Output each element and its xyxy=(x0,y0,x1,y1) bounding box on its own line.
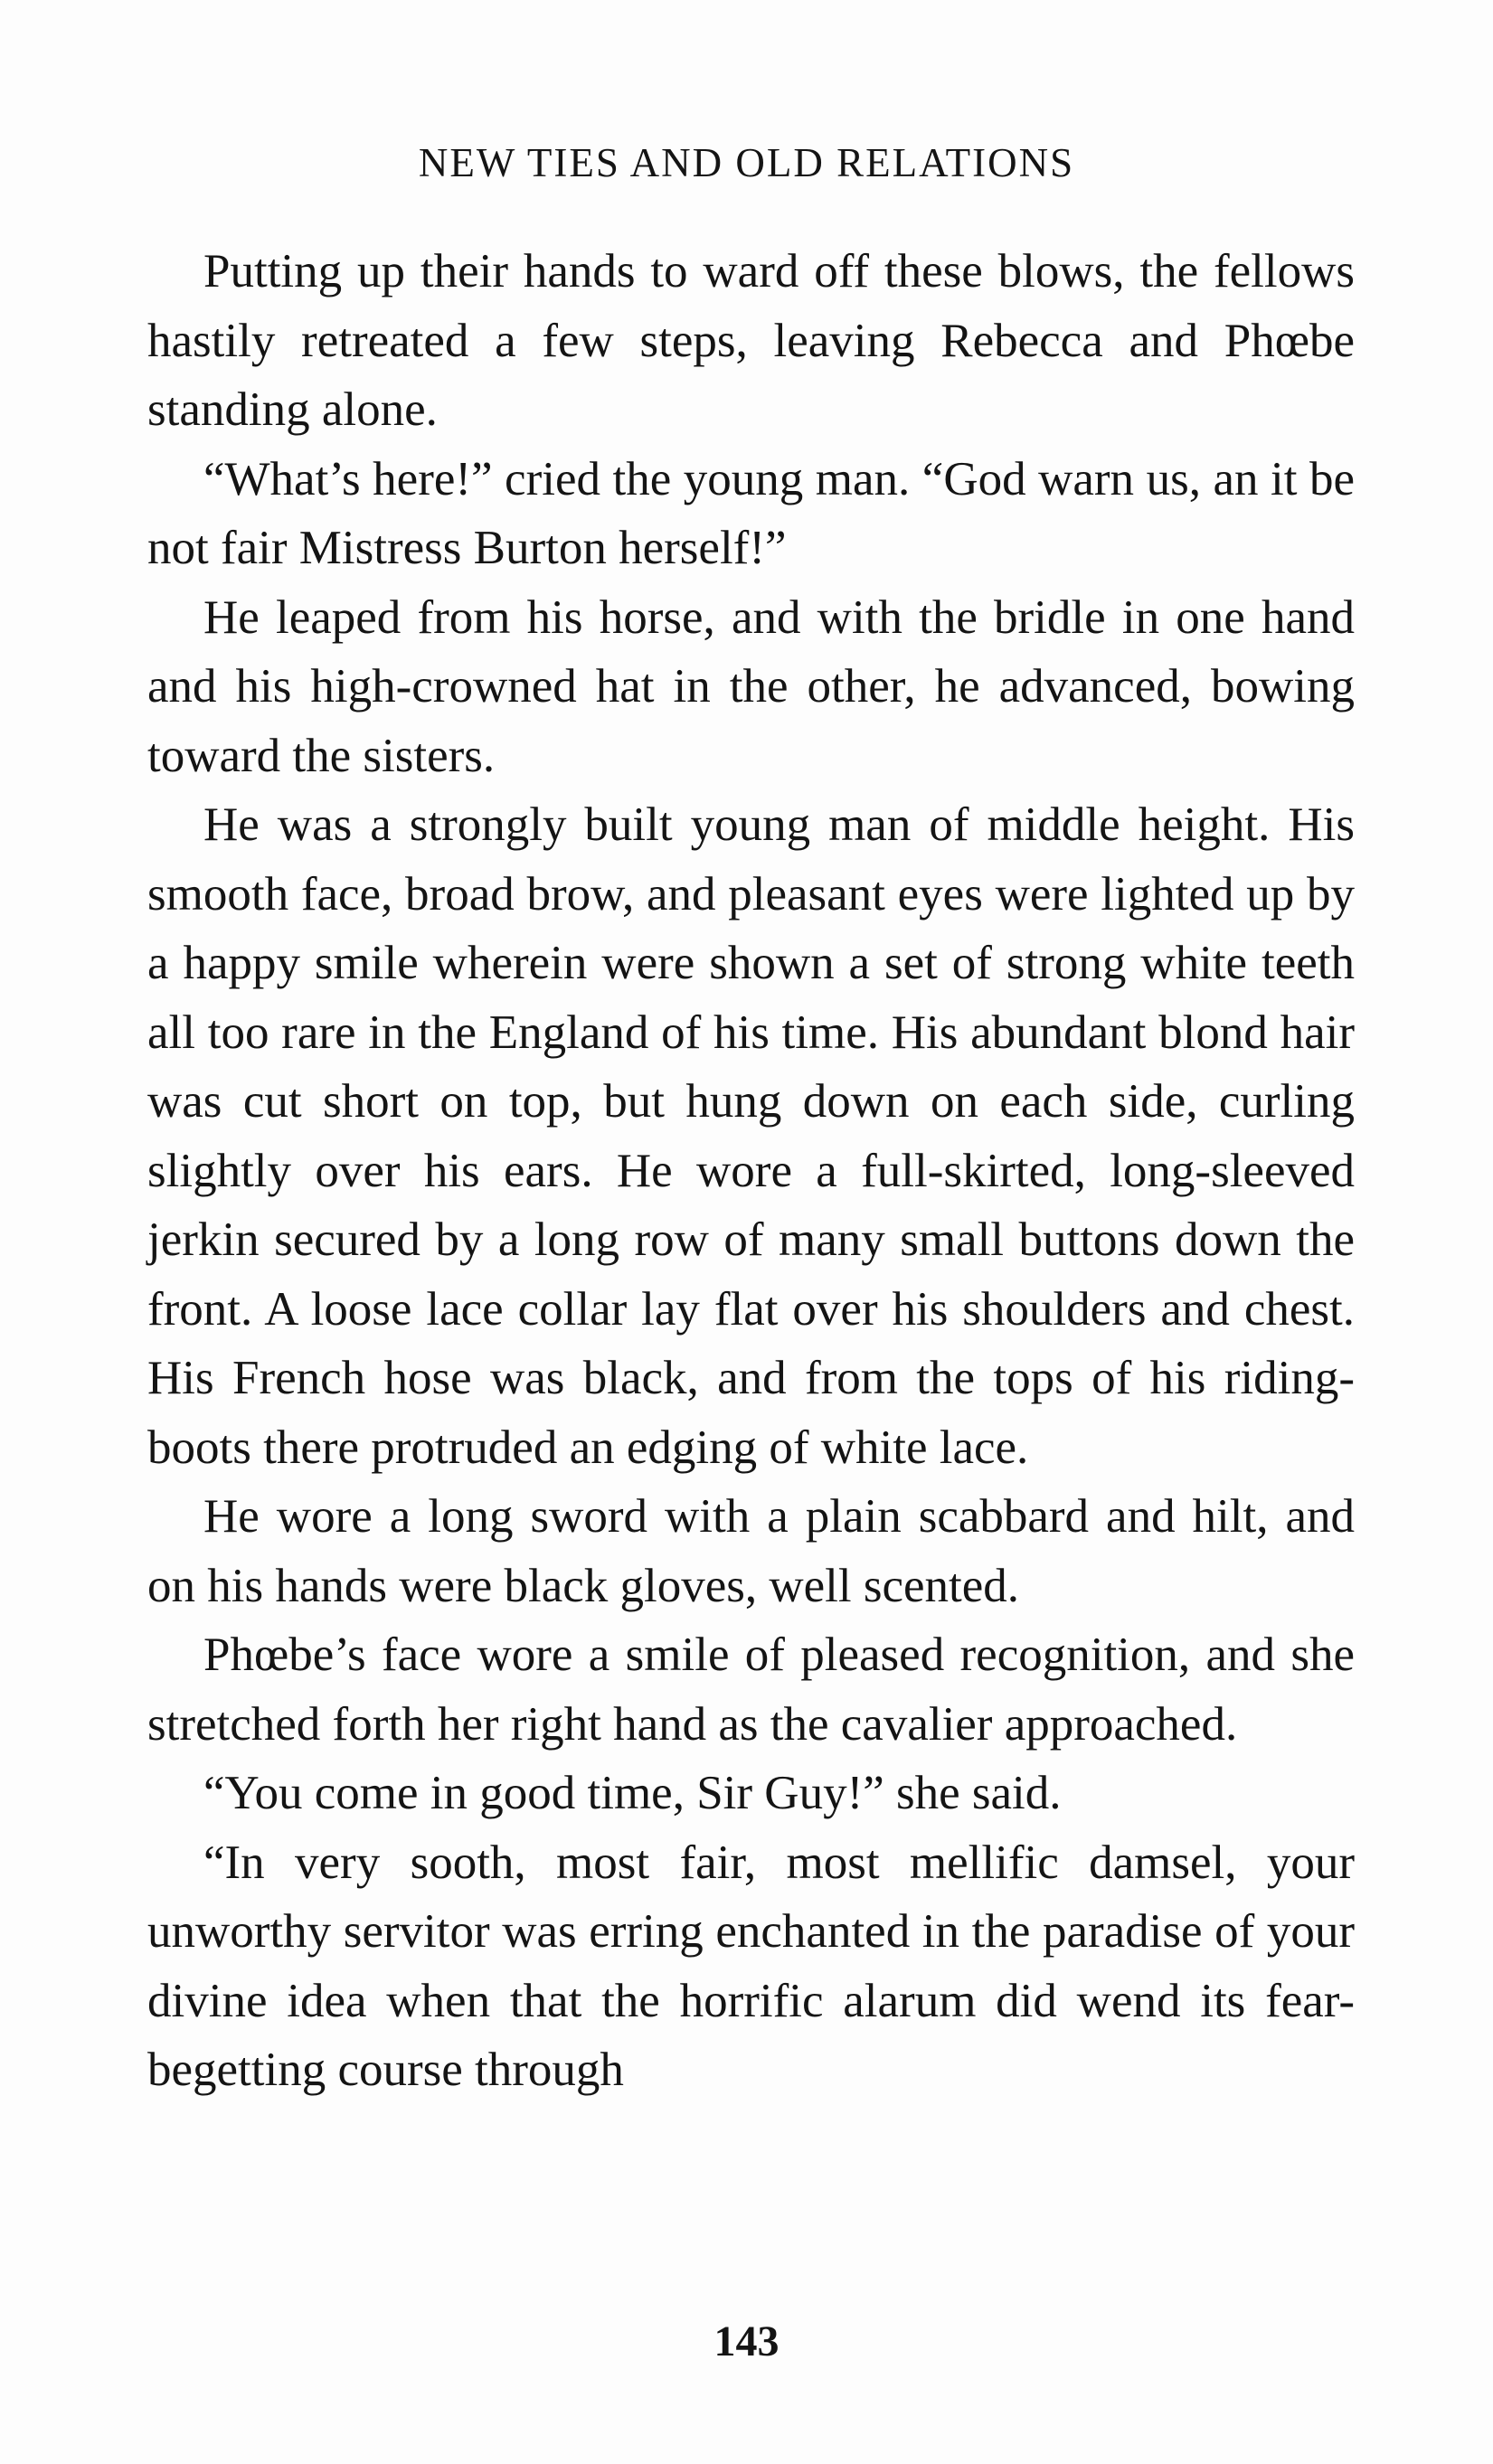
page-number: 143 xyxy=(713,2318,780,2365)
body-text xyxy=(147,237,1355,2105)
running-head: NEW TIES AND OLD RELATIONS xyxy=(418,140,1075,185)
paragraph: Phœbe’s face wore a smile of pleased recognition, and she stretched forth her right hand as the cavalier approached. xyxy=(147,1629,1355,1751)
paragraph: “What’s here!” cried the young man. “God warn us, an it be not fair Mistress Burton herself!” xyxy=(147,452,1355,574)
paragraph: He leaped from his horse, and with the bridle in one hand and his high-crowned hat in the other, he advanced, bowing toward the sisters. xyxy=(147,590,1355,782)
paragraph: “You come in good time, Sir Guy!” she said. xyxy=(203,1767,1062,1819)
paragraph: Putting up their hands to ward off these blows, the fellows hastily retreated a few steps, leaving Rebecca and Phœbe standing alone. xyxy=(147,245,1355,436)
paragraph: He wore a long sword with a plain scabbard and hilt, and on his hands were black gloves, well scented. xyxy=(147,1490,1355,1612)
paragraph: “In very sooth, most fair, most mellific damsel, your unworthy servitor was erring enchanted in the paradise of your divine idea when that the horrific alarum did wend its fear-begetting course through xyxy=(147,1836,1355,2096)
paragraph: He was a strongly built young man of middle height. His smooth face, broad brow, and pleasant eyes were lighted up by a happy smile wherein were shown a set of strong white teeth all too rare in the England of his time. His abundant blond hair was cut short on top, but hung down on each side, curling slightly over his ears. He wore a full-skirted, long-sleeved jerkin secured by a long row of many small buttons down the front. A loose lace collar lay flat over his shoulders and chest. His French hose was black, and from the tops of his riding-boots there protruded an edging of white lace. xyxy=(147,798,1355,1474)
